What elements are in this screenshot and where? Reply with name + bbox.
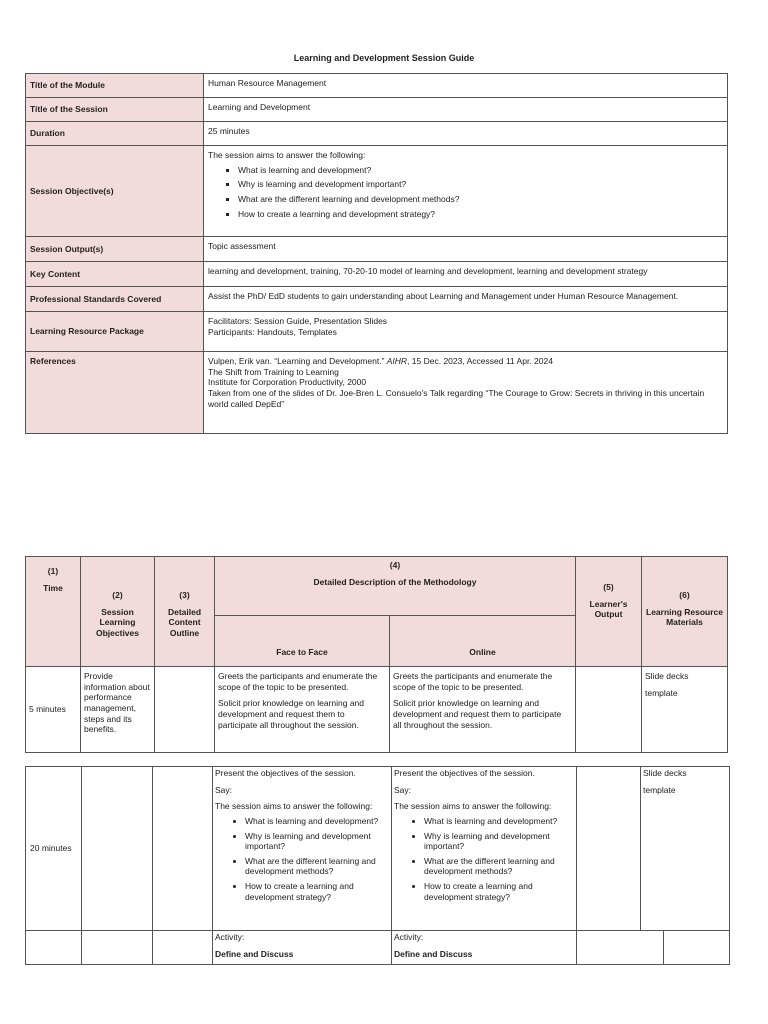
content-outline-header-label: Detailed Content Outline [167, 606, 202, 638]
learners-output-header-label: Learner's Output [589, 598, 628, 620]
time-header [26, 557, 81, 667]
methodology-header-number: (4) [389, 560, 401, 570]
session-outputs-label: Session Output(s) [26, 237, 204, 262]
row3-face-to-face [213, 931, 392, 965]
row2-f2f-item: • What is learning and development? [245, 816, 389, 827]
row2-online [392, 767, 577, 931]
key-content-value: learning and development, training, 70-20-10 model of learning and development, learning and development strategy [204, 262, 728, 287]
methodology-table [25, 556, 728, 753]
row2-f2f-item: • Why is learning and development important? [245, 831, 389, 852]
learners-output-header-number: (5) [603, 582, 614, 592]
row2-time: 20 minutes [26, 767, 82, 931]
session-outputs-value: Topic assessment [204, 237, 728, 262]
objectives-header-number: (2) [112, 590, 123, 600]
row2-f2f-intro: The session aims to answer the following: [215, 801, 373, 812]
row2-online-intro: The session aims to answer the following: [394, 801, 552, 812]
row3-learners-output [577, 931, 664, 965]
session-objectives-label: Session Objective(s) [26, 146, 204, 237]
reference-1-source: AIHR [386, 356, 408, 366]
row2-content-outline [153, 767, 213, 931]
row2-online-list [394, 816, 574, 902]
time-header-number: (1) [47, 566, 59, 576]
row1-f2f-solicit: Solicit prior knowledge on learning and development and request them to participate all throughout the session. [218, 698, 365, 730]
row3-online [392, 931, 577, 965]
row1-objective: Provide information about performance management, steps and its benefits. [81, 667, 155, 753]
row2-online-present: Present the objectives of the session. [394, 768, 535, 778]
row1-face-to-face [215, 667, 390, 753]
objective-item: ▪ How to create a learning and development strategy? [238, 209, 723, 220]
row1-time: 5 minutes [26, 667, 81, 753]
row2-f2f-list [215, 816, 389, 902]
row1-f2f-greeting: Greets the participants and enumerate the scope of the topic to be presented. [218, 671, 378, 692]
references-cell [204, 352, 728, 434]
package-participants: Participants: Handouts, Templates [208, 326, 337, 337]
content-outline-header [155, 557, 215, 667]
row3-time [26, 931, 82, 965]
content-outline-header-number: (3) [179, 590, 190, 600]
row2-materials [641, 767, 730, 931]
objectives-header-label: Session Learning Objectives [96, 606, 139, 638]
row2-face-to-face [213, 767, 392, 931]
row2-online-item: • What are the different learning and development methods? [424, 856, 574, 877]
row1-materials-slides: Slide decks [645, 671, 689, 681]
reference-3: Taken from one of the slides of Dr. Joe-Bren L. Consuelo’s Talk regarding “The Courage to Grow: Secrets in thriving in this uncertain world called DepEd” [208, 387, 705, 409]
face-to-face-header: Face to Face [215, 616, 390, 667]
row3-content-outline [153, 931, 213, 965]
objectives-list [208, 165, 723, 220]
row1-online-greeting: Greets the participants and enumerate the scope of the topic to be presented. [393, 671, 553, 692]
row2-materials-template: template [643, 784, 676, 795]
references-label: References [26, 352, 204, 434]
reference-1 [208, 356, 723, 367]
duration-value: 25 minutes [204, 122, 728, 146]
resource-package-label: Learning Resource Package [26, 312, 204, 352]
document-title: Learning and Development Session Guide [293, 53, 475, 63]
objective-item: ▪ Why is learning and development important? [238, 179, 723, 190]
row3-f2f-activity-title: Define and Discuss [215, 948, 294, 959]
row2-online-item: • What is learning and development? [424, 816, 574, 827]
resource-package-cell [204, 312, 728, 352]
reference-1-date: , 15 Dec. 2023, Accessed 11 Apr. 2024 [407, 356, 553, 366]
methodology-header-label: Detailed Description of the Methodology [313, 576, 477, 587]
time-header-label: Time [43, 582, 63, 593]
row3-online-activity-title: Define and Discuss [394, 948, 473, 959]
row2-objective [82, 767, 153, 931]
row2-f2f-say: Say: [215, 784, 233, 795]
session-title-label: Title of the Session [26, 98, 204, 122]
online-header: Online [390, 616, 576, 667]
objectives-header [81, 557, 155, 667]
row2-materials-slides: Slide decks [643, 768, 687, 778]
module-title-label: Title of the Module [26, 74, 204, 98]
resource-materials-header [642, 557, 728, 667]
learners-output-header [576, 557, 642, 667]
methodology-header [215, 557, 576, 616]
objective-item: ▪ What are the different learning and development methods? [238, 194, 723, 205]
objectives-intro: The session aims to answer the following: [208, 150, 366, 160]
module-title-value: Human Resource Management [204, 74, 728, 98]
row1-online-solicit: Solicit prior knowledge on learning and development and request them to participate all throughout the session. [393, 698, 562, 730]
professional-standards-value: Assist the PhD/ EdD students to gain understanding about Learning and Management under Human Resource Management. [204, 287, 728, 312]
row2-online-item: • How to create a learning and development strategy? [424, 881, 574, 902]
resource-materials-header-label: Learning Resource Materials [646, 606, 723, 628]
row3-online-activity-label: Activity: [394, 932, 424, 942]
reference-2-title: The Shift from Training to Learning [208, 366, 339, 377]
row2-learners-output [577, 767, 641, 931]
row2-f2f-item: • How to create a learning and development strategy? [245, 881, 389, 902]
row2-online-item: • Why is learning and development important? [424, 831, 574, 852]
professional-standards-label: Professional Standards Covered [26, 287, 204, 312]
row1-content-outline [155, 667, 215, 753]
duration-label: Duration [26, 122, 204, 146]
row2-online-say: Say: [394, 784, 412, 795]
row1-learners-output [576, 667, 642, 753]
session-title-value: Learning and Development [204, 98, 728, 122]
session-activities-table [25, 766, 730, 965]
module-info-table [25, 73, 728, 434]
row1-online [390, 667, 576, 753]
reference-2-publisher: Institute for Corporation Productivity, 2000 [208, 377, 367, 388]
reference-1-text: Vulpen, Erik van. “Learning and Development.” [208, 356, 387, 366]
session-objectives-cell [204, 146, 728, 237]
row3-materials [664, 931, 730, 965]
resource-materials-header-number: (6) [679, 590, 690, 600]
row2-f2f-present: Present the objectives of the session. [215, 768, 356, 778]
package-facilitators: Facilitators: Session Guide, Presentation Slides [208, 316, 388, 326]
key-content-label: Key Content [26, 262, 204, 287]
row3-f2f-activity-label: Activity: [215, 932, 245, 942]
row3-objective [82, 931, 153, 965]
objective-item: ▪ What is learning and development? [238, 165, 723, 176]
row1-materials [642, 667, 728, 753]
row1-materials-template: template [645, 687, 678, 698]
row2-f2f-item: • What are the different learning and development methods? [245, 856, 389, 877]
